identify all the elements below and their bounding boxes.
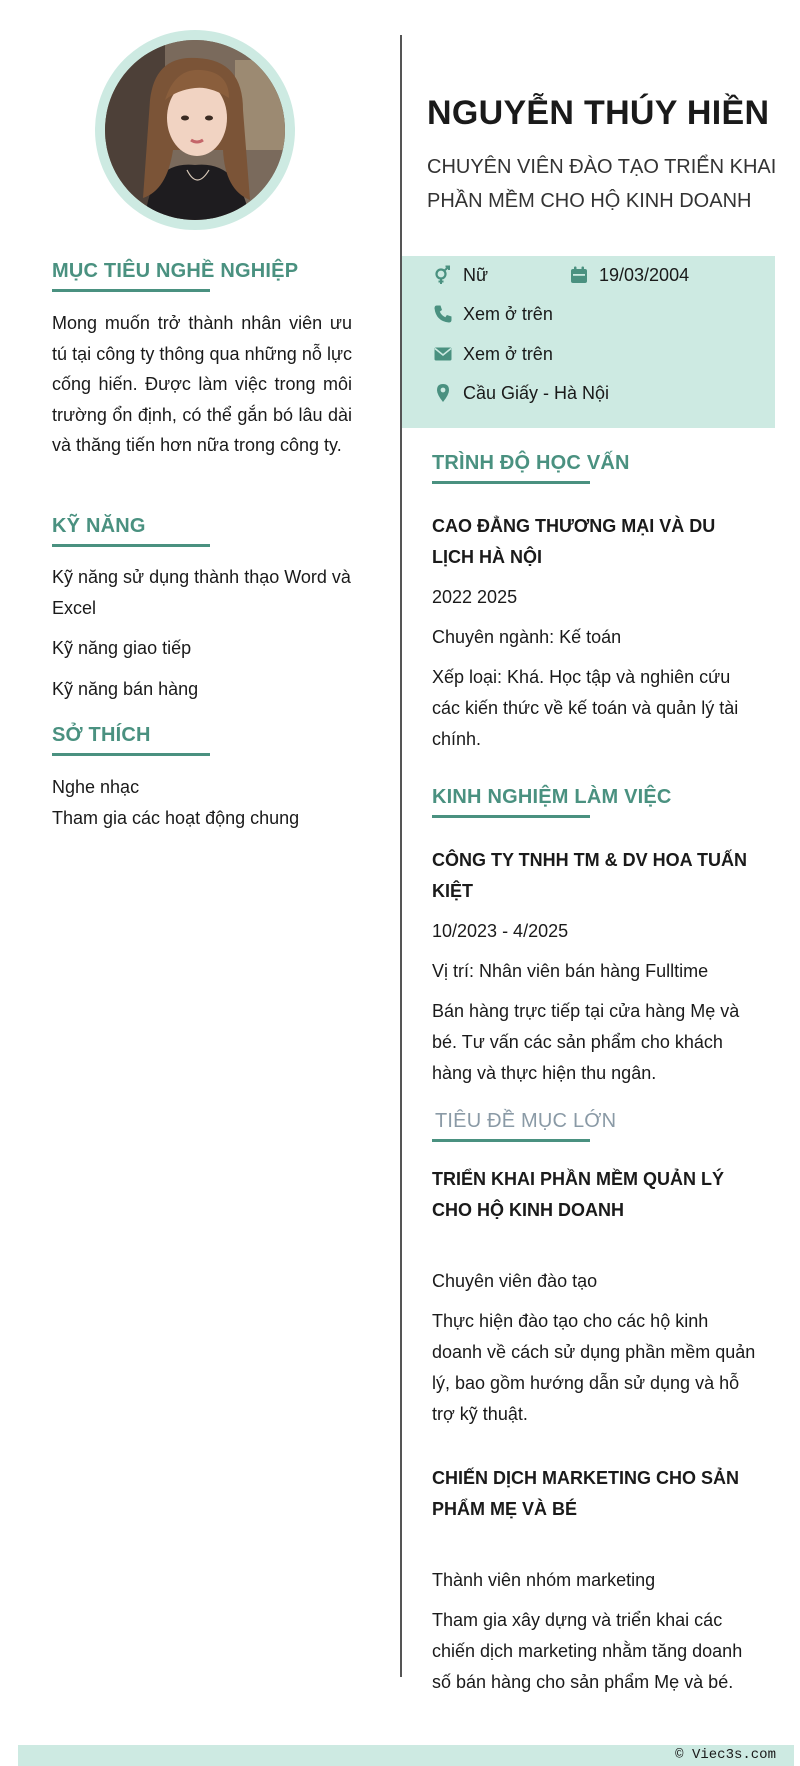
skill-item: Kỹ năng giao tiếp xyxy=(52,638,192,658)
hobby-item: Nghe nhạc xyxy=(52,777,140,797)
birthday-value: 19/03/2004 xyxy=(599,264,690,285)
phone-value: Xem ở trên xyxy=(463,303,553,324)
education-section-header xyxy=(432,452,630,484)
hobbies-title: SỞ THÍCH xyxy=(52,724,151,746)
contact-gender xyxy=(432,264,488,286)
education-years: 2022 2025 xyxy=(432,587,518,607)
hobby-item: Tham gia các hoạt động chung xyxy=(52,808,300,828)
experience-period: 10/2023 - 4/2025 xyxy=(432,921,569,941)
avatar-frame xyxy=(95,30,295,230)
projects-section-header xyxy=(432,1110,616,1142)
project-name: CHIẾN DỊCH MARKETING CHO SẢN PHẨM MẸ VÀ BÉ xyxy=(432,1468,740,1519)
hobbies-list xyxy=(52,772,352,834)
objective-section-header xyxy=(52,260,298,292)
skill-item: Kỹ năng bán hàng xyxy=(52,678,199,699)
education-note: Xếp loại: Khá. Học tập và nghiên cứu các kiến thức về kế toán và quản lý tài chính. xyxy=(432,667,739,749)
watermark: © Viec3s.com xyxy=(675,1747,776,1763)
gender-icon xyxy=(432,264,454,286)
contact-phone xyxy=(432,303,553,325)
experience-entry xyxy=(432,845,762,1098)
project-entry xyxy=(432,1463,762,1707)
project-name: TRIỂN KHAI PHẦN MỀM QUẢN LÝ CHO HỘ KINH DOANH xyxy=(432,1169,724,1220)
skill-item: Kỹ năng sử dụng thành thạo Word và Excel xyxy=(52,567,351,618)
footer-bar xyxy=(18,1745,794,1766)
candidate-name: NGUYỄN THÚY HIỀN xyxy=(427,94,770,132)
experience-description: Bán hàng trực tiếp tại cửa hàng Mẹ và bé. Tư vấn các sản phẩm cho khách hàng và thực hiện thu ngân. xyxy=(432,1001,740,1083)
section-underline xyxy=(432,481,590,484)
gender-value: Nữ xyxy=(463,264,489,285)
projects-title: TIÊU ĐỀ MỤC LỚN xyxy=(435,1110,617,1132)
skills-section-header xyxy=(52,515,210,547)
education-major: Chuyên ngành: Kế toán xyxy=(432,627,622,647)
section-underline xyxy=(52,753,210,756)
objective-text: Mong muốn trở thành nhân viên ưu tú tại công ty thông qua những nỗ lực cống hiến. Được làm việc trong môi trường ổn định, có thể gắn bó lâu dài và thăng tiến hơn nữa trong công ty. xyxy=(52,313,352,455)
education-entry xyxy=(432,511,762,764)
hobbies-section-header xyxy=(52,724,210,756)
project-description: Tham gia xây dựng và triển khai các chiến dịch marketing nhằm tăng doanh số bán hàng cho sản phẩm Mẹ và bé. xyxy=(432,1610,743,1692)
skills-title: KỸ NĂNG xyxy=(52,515,146,537)
phone-icon xyxy=(432,303,454,325)
section-underline xyxy=(52,289,210,292)
contact-address xyxy=(432,382,609,404)
avatar xyxy=(105,40,285,220)
company-name: CÔNG TY TNHH TM & DV HOA TUẤN KIỆT xyxy=(432,850,747,901)
project-description: Thực hiện đào tạo cho các hộ kinh doanh về cách sử dụng phần mềm quản lý, bao gồm hướng dẫn sử dụng và hỗ trợ kỹ thuật. xyxy=(432,1311,756,1424)
section-underline xyxy=(432,815,590,818)
education-title: TRÌNH ĐỘ HỌC VẤN xyxy=(432,452,630,474)
section-underline xyxy=(432,1139,590,1142)
project-entry xyxy=(432,1164,762,1439)
location-pin-icon xyxy=(432,382,454,404)
candidate-role: CHUYÊN VIÊN ĐÀO TẠO TRIỂN KHAI PHẦN MỀM CHO HỘ KINH DOANH xyxy=(427,156,777,212)
calendar-icon xyxy=(568,264,590,286)
section-underline xyxy=(52,544,210,547)
email-icon xyxy=(432,343,454,365)
skills-list xyxy=(52,562,352,714)
objective-title: MỤC TIÊU NGHỀ NGHIỆP xyxy=(52,260,299,282)
experience-position: Vị trí: Nhân viên bán hàng Fulltime xyxy=(432,961,709,981)
school-name: CAO ĐẲNG THƯƠNG MẠI VÀ DU LỊCH HÀ NỘI xyxy=(432,516,716,567)
contact-birthday xyxy=(568,264,689,286)
contact-email xyxy=(432,343,553,365)
contact-panel xyxy=(402,256,775,428)
experience-title: KINH NGHIỆM LÀM VIỆC xyxy=(432,786,672,808)
email-value: Xem ở trên xyxy=(463,343,553,364)
experience-section-header xyxy=(432,786,672,818)
project-role: Thành viên nhóm marketing xyxy=(432,1570,656,1590)
project-role: Chuyên viên đào tạo xyxy=(432,1271,598,1291)
address-value: Cầu Giấy - Hà Nội xyxy=(463,382,610,403)
